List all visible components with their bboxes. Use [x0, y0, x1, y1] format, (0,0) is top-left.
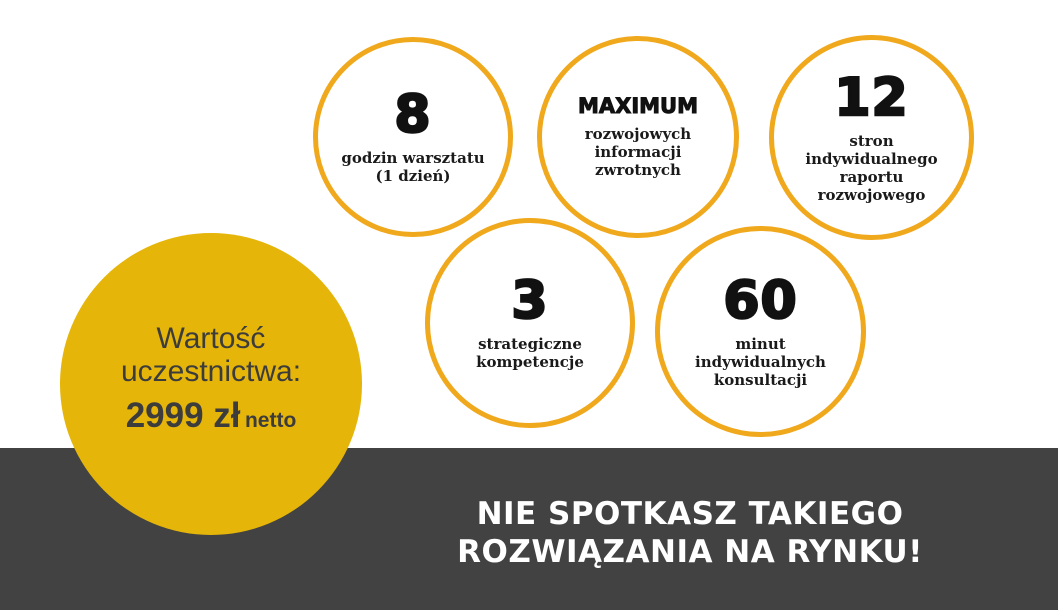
feature-circle-report: [769, 35, 974, 240]
feature-circle-competences: [425, 218, 635, 428]
price-circle: [60, 233, 362, 535]
price-value: 2999 zł: [125, 396, 241, 435]
feature-description: rozwojowych informacji zwrotnych: [584, 124, 692, 179]
feature-circle-hours: [313, 37, 513, 237]
feature-circle-consultations: [655, 226, 866, 437]
feature-description: godzin warsztatu (1 dzień): [341, 149, 485, 185]
feature-value: 3: [511, 271, 549, 331]
feature-value: 60: [723, 270, 798, 331]
feature-circle-feedback: [537, 36, 739, 238]
feature-description: minut indywidualnych konsultacji: [695, 334, 826, 389]
feature-value: 12: [834, 67, 909, 128]
feature-description: strategiczne kompetencje: [476, 335, 584, 371]
feature-value: MAXIMUM: [577, 93, 698, 118]
slogan-text: NIE SPOTKASZ TAKIEGO ROZWIĄZANIA NA RYNKU!: [457, 496, 923, 570]
price-row: [126, 396, 297, 436]
price-unit: netto: [244, 409, 297, 432]
feature-description: stron indywidualnego raportu rozwojowego: [805, 131, 938, 204]
price-label: Wartość uczestnictwa:: [120, 322, 302, 388]
feature-value: 8: [394, 85, 432, 145]
